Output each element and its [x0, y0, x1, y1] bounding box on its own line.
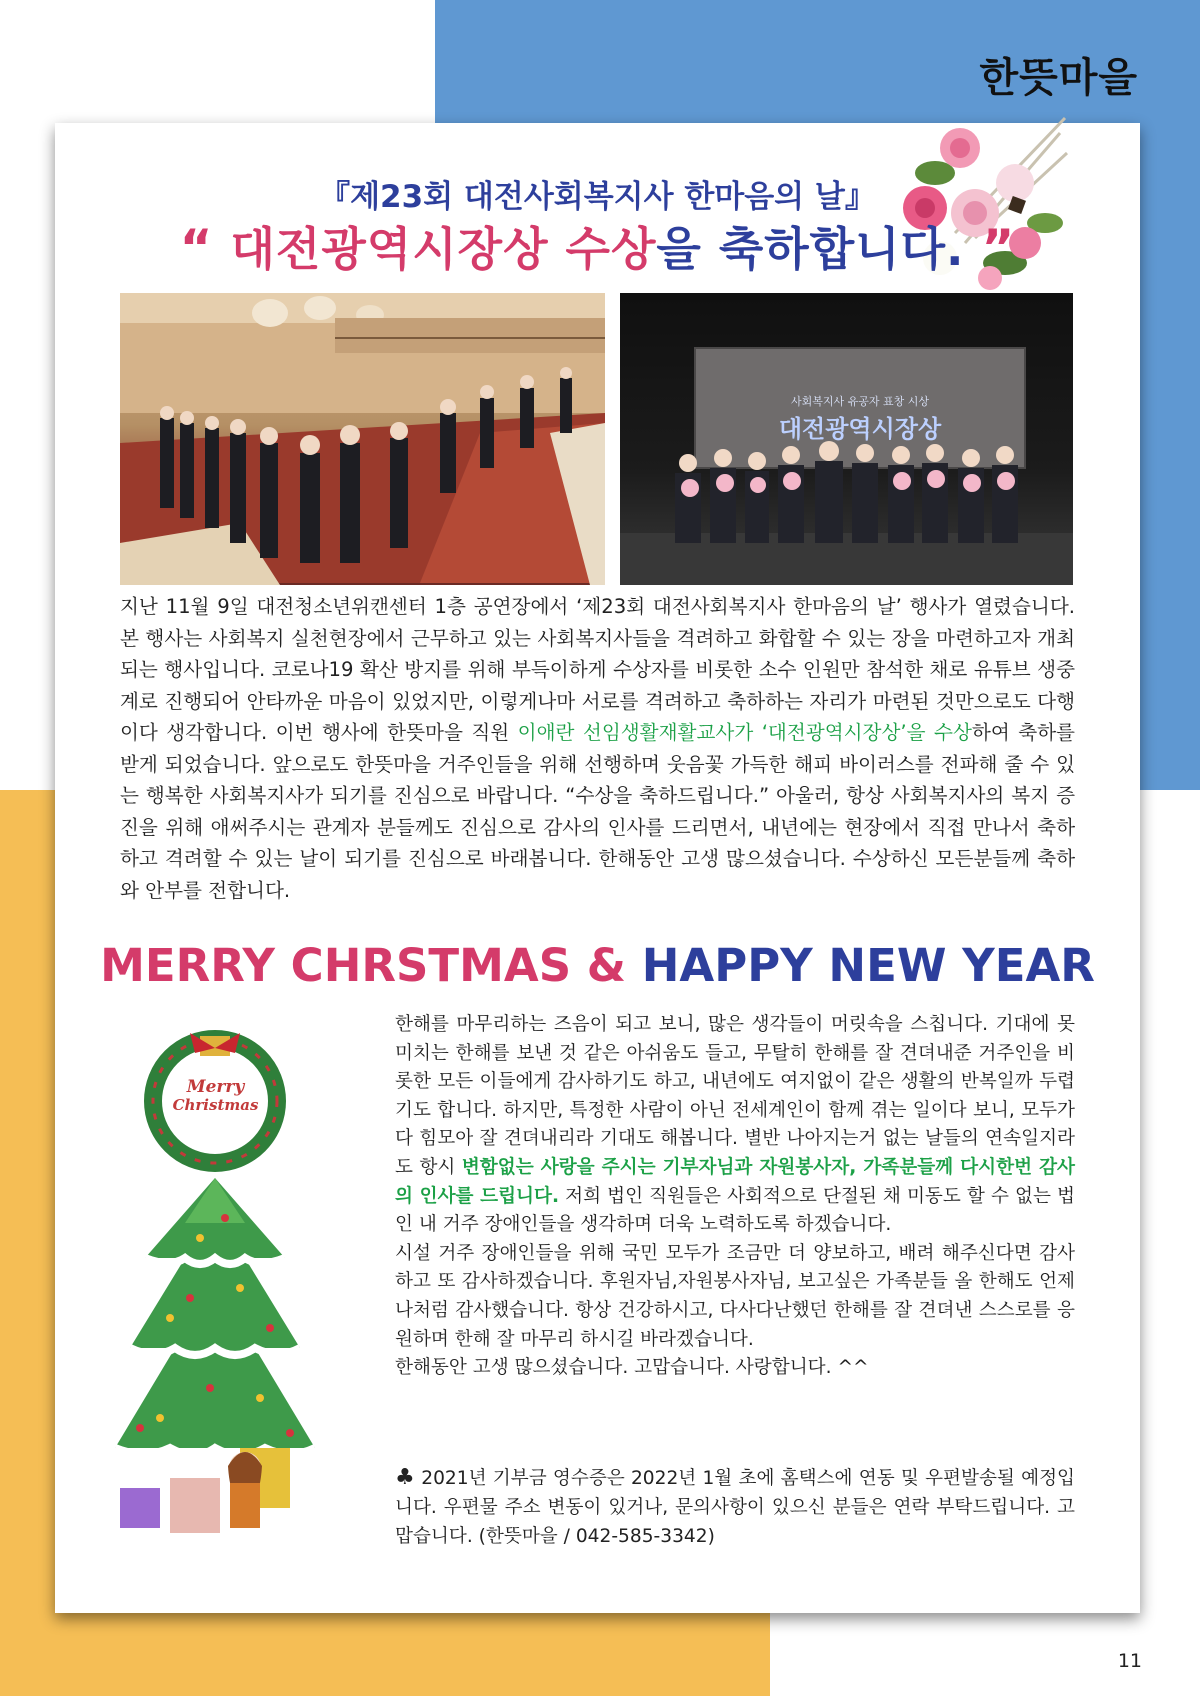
audience-figures: [120, 293, 605, 585]
award-stage-photo: [620, 293, 1073, 585]
article-body-part2: 하여 축하를 받게 되었습니다. 앞으로도 한뜻마을 거주인들을 위해 선행하며 웃음꽃 가득한 해피 바이러스를 전파해 줄 수 있는 행복한 사회복지사가 되기를 진심으로 바랍니다. “수상을 축하드립니다.” 아울러, 항상 사회복지사의 복지 증진을 위해 애써주시는 관계자 분들께도 진심으로 감사의 인사를 드리면서, 내년에는 현장에서 직접 만나서 축하하고 격려할 수 있는 날이 되기를 진심으로 바래봅니다. 한해동안 고생 많으셨습니다. 수상하신 모든분들께 축하와 안부를 전합니다.: [120, 721, 1075, 902]
greeting-heading: [55, 939, 1140, 992]
heading-merry-christmas: MERRY CHRSTMAS &: [100, 939, 627, 992]
receipt-notice-text: 2021년 기부금 영수증은 2022년 1월 초에 홈택스에 연동 및 우편발송될 예정입니다. 우편물 주소 변동이 있거나, 문의사항이 있으신 분들은 연락 부탁드립니다. 고맙습니다. (한뜻마을 / 042-585-3342): [395, 1468, 1075, 1547]
wreath-text-merry: Merry: [186, 1077, 245, 1097]
greeting-body: [395, 1011, 1075, 1383]
club-bullet-icon: ♣: [395, 1465, 416, 1490]
greeting-p1-part1: 한해를 마무리하는 즈음이 되고 보니, 많은 생각들이 머릿속을 스칩니다. 기대에 못미치는 한해를 보낸 것 같은 아쉬움도 들고, 무탈히 한해를 잘 견뎌내준 거주인을 비롯한 모든 이들에게 감사하기도 하고, 내년에도 여지없이 같은 생활의 반복일까 두렵기도 합니다. 하지만, 특정한 사람이 아닌 전세계인이 함께 겪는 일이다 보니, 모두가 다 힘모아 잘 견뎌내리라 기대도 해봅니다. 별반 나아지는거 없는 날들의 연속일지라도 항시: [395, 1014, 1075, 1178]
auditorium-photo: [120, 293, 605, 585]
greeting-paragraph-1: [395, 1011, 1075, 1240]
org-name: 한뜻마을: [979, 55, 1138, 101]
page-number: 11: [1117, 1650, 1142, 1672]
stage-subtitle: 사회복지사 유공자 표창 시상: [790, 395, 929, 408]
title-award-name: 대전광역시장상 수상: [230, 222, 657, 276]
quote-open: “: [179, 219, 214, 277]
greeting-paragraph-2: 시설 거주 장애인들을 위해 국민 모두가 조금만 더 양보하고, 배려 해주신다면 감사하고 또 감사하겠습니다. 후원자님,자원봉사자님, 보고싶은 가족분들 올 한해도 언제나처럼 감사했습니다. 항상 건강하시고, 다사다난했던 한해를 잘 견뎌낸 스스로를 응원하며 한해 잘 마무리 하시길 바라겠습니다.: [395, 1242, 1075, 1350]
title-congrats: 을 축하합니다.: [656, 222, 965, 276]
article-title-line2: [55, 213, 1140, 279]
article-body-part1: 지난 11월 9일 대전청소년위캔센터 1층 공연장에서 ‘제23회 대전사회복지사 한마음의 날’ 행사가 열렸습니다. 본 행사는 사회복지 실천현장에서 근무하고 있는 사회복지사들을 격려하고 화합할 수 있는 장을 마련하고자 개최되는 행사입니다. 코로나19 확산 방지를 위해 부득이하게 수상자를 비롯한 소수 인원만 참석한 채로 유튜브 생중계로 진행되어 안타까운 마음이 있었지만, 이렇게나마 서로를 격려하고 축하하는 자리가 마련된 것만으로도 다행이다 생각합니다. 이번 행사에 한뜻마을 직원: [120, 595, 1075, 744]
wreath-text-christmas: Christmas: [172, 1096, 259, 1114]
greeting-paragraph-3: 한해동안 고생 많으셨습니다. 고맙습니다. 사랑합니다. ^^: [395, 1357, 869, 1379]
greeting-p1-highlight: 변함없는 사랑을 주시는 기부자님과 자원봉사자, 가족분들께 다시한번 감사의 인사를 드립니다.: [395, 1156, 1075, 1207]
quote-close: ”: [981, 219, 1016, 277]
content-card: [55, 123, 1140, 1613]
stage-title: 대전광역시장상: [778, 415, 942, 443]
article-title-line1: 『제23회 대전사회복지사 한마음의 날』: [319, 179, 876, 215]
wreath-text: [158, 1078, 273, 1114]
heading-happy-new-year: HAPPY NEW YEAR: [641, 939, 1095, 992]
article-body-highlight: 이애란 선임생활재활교사가 ‘대전광역시장상’을 수상: [517, 721, 972, 744]
article-body: [120, 591, 1075, 906]
greeting-p1-part2: 저희 법인 직원들은 사회적으로 단절된 채 미동도 할 수 없는 법인 내 거주 장애인들을 생각하며 더욱 노력하도록 하겠습니다.: [395, 1185, 1075, 1236]
receipt-notice: [395, 1463, 1075, 1551]
